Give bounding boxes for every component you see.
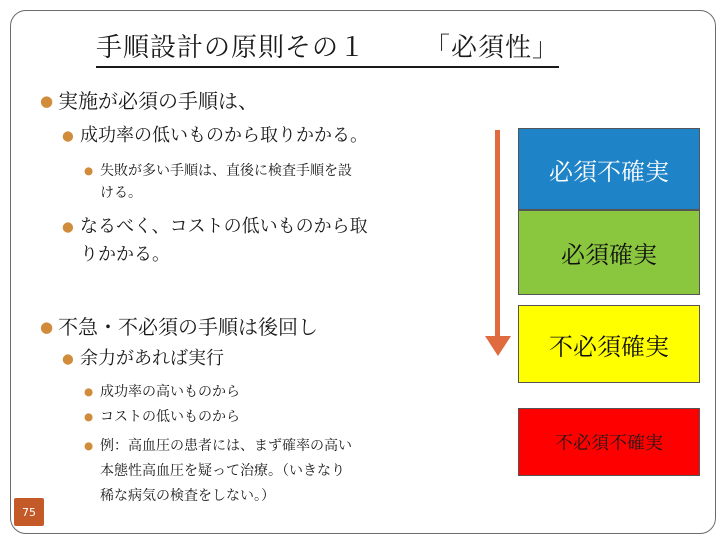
bullet-text: 例：高血圧の患者には、まず確率の高い	[100, 438, 352, 454]
bullet-text: 成功率の高いものから	[100, 384, 240, 400]
bullet-dot-icon: ●	[84, 386, 94, 398]
box-required-uncertain	[518, 128, 700, 210]
bullet-high-success	[84, 381, 240, 403]
bullet-text: 失敗が多い手順は、直後に検査手順を設	[100, 163, 352, 179]
box-label: 不必須確実	[549, 332, 669, 361]
bullet-text: 成功率の低いものから取りかかる。	[80, 125, 368, 146]
box-required-certain	[518, 210, 700, 295]
bullet-postpone-nonessential	[40, 313, 318, 341]
bullet-continuation	[100, 460, 345, 482]
bullet-text: 本態性高血圧を疑って治療。（いきなり	[100, 463, 345, 479]
bullet-required-steps	[40, 87, 258, 115]
priority-arrow-shaft	[495, 130, 500, 340]
bullet-continuation	[80, 242, 170, 268]
bullet-text: 不急・不必須の手順は後回し	[58, 315, 318, 339]
bullet-text: りかかる。	[80, 244, 170, 265]
bullet-text: なるべく、コストの低いものから取	[80, 216, 368, 237]
box-nonrequired-uncertain	[518, 408, 700, 476]
bullet-dot-icon: ●	[84, 411, 94, 423]
bullet-dot-icon: ●	[62, 351, 74, 367]
title-main: 手順設計の原則その１	[96, 33, 367, 63]
bullet-text: 余力があれば実行	[80, 348, 224, 369]
bullet-text: ける。	[100, 185, 142, 201]
bullet-dot-icon: ●	[62, 219, 74, 235]
bullet-continuation	[100, 182, 142, 204]
page-number: 75	[14, 498, 44, 526]
bullet-dot-icon: ●	[62, 128, 74, 144]
bullet-low-cost	[84, 406, 240, 428]
bullet-text: 稀な病気の検査をしない。）	[100, 488, 275, 504]
bullet-low-cost-first	[62, 214, 368, 240]
box-nonrequired-certain	[518, 305, 700, 383]
bullet-if-capacity	[62, 346, 224, 372]
bullet-text: 実施が必須の手順は、	[58, 89, 258, 113]
bullet-text: コストの低いものから	[100, 409, 240, 425]
box-label: 必須不確実	[549, 157, 669, 186]
bullet-dot-icon: ●	[84, 440, 94, 452]
bullet-low-success-first	[62, 123, 368, 149]
bullet-example	[84, 435, 352, 457]
bullet-dot-icon: ●	[84, 165, 94, 177]
bullet-check-after-failure	[84, 160, 352, 182]
bullet-continuation	[100, 485, 275, 507]
bullet-dot-icon: ●	[40, 318, 54, 336]
box-label: 不必須不確実	[555, 433, 663, 454]
box-label: 必須確実	[561, 241, 657, 269]
slide-title	[96, 30, 559, 68]
title-topic: 「必須性」	[424, 33, 560, 63]
bullet-dot-icon: ●	[40, 92, 54, 110]
priority-arrow-head-icon	[485, 336, 511, 356]
